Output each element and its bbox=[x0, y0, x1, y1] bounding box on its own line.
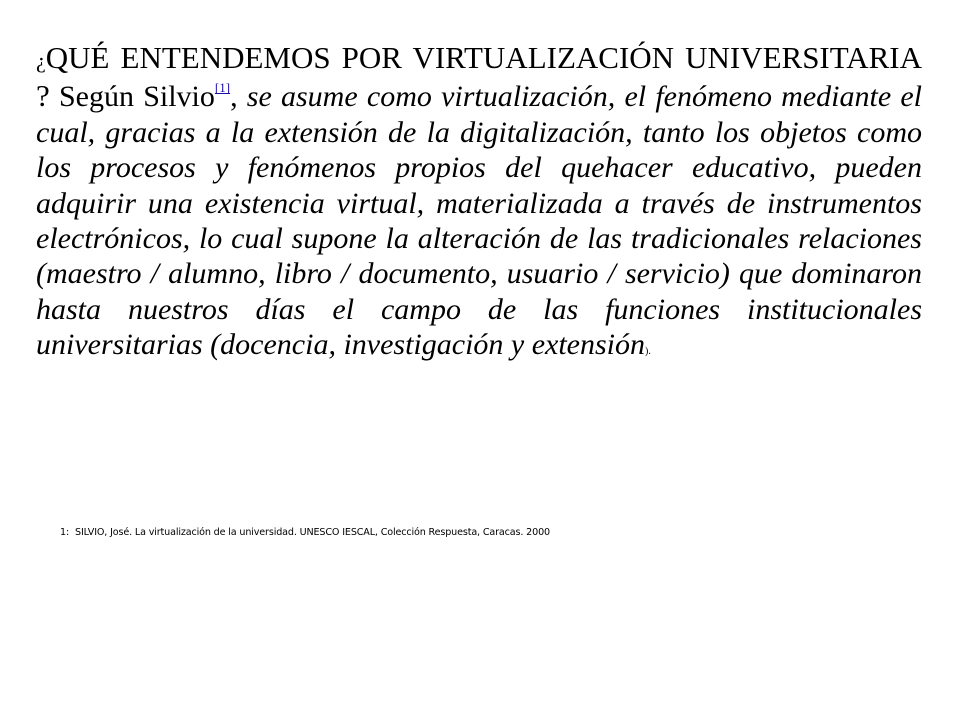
comma-text: , bbox=[230, 80, 238, 114]
intro-text: Según Silvio bbox=[58, 80, 215, 114]
footnote-reference-link[interactable]: [1] bbox=[214, 80, 231, 96]
closing-punctuation: ). bbox=[645, 346, 651, 358]
heading-open-mark: ¿ bbox=[36, 48, 46, 73]
definition-quote: se asume como virtualización, el fenómeno mediante el cual, gracias a la extensión de la digitalización, tanto los objetos como los procesos y fenómenos propios del quehacer educativo, pueden adquirir una existencia virtual, materializada a través de instrumentos electrónicos, lo cual supone la alteración de las tradicionales relaciones (maestro / alumno, libro / documento, usuario / servicio) que dominaron hasta nuestros días el campo de las funciones institucionales universitarias (docencia, investigación y extensión bbox=[36, 80, 922, 362]
footnote bbox=[60, 526, 550, 540]
footnote-number: 1: bbox=[60, 527, 70, 538]
heading-text: QUÉ ENTENDEMOS POR VIRTUALIZACIÓN UNIVERSITARIA ? bbox=[36, 40, 922, 114]
main-paragraph bbox=[36, 40, 922, 370]
footnote-text: SILVIO, José. La virtualización de la universidad. UNESCO IESCAL, Colección Respuesta, Caracas. 2000 bbox=[75, 527, 550, 538]
